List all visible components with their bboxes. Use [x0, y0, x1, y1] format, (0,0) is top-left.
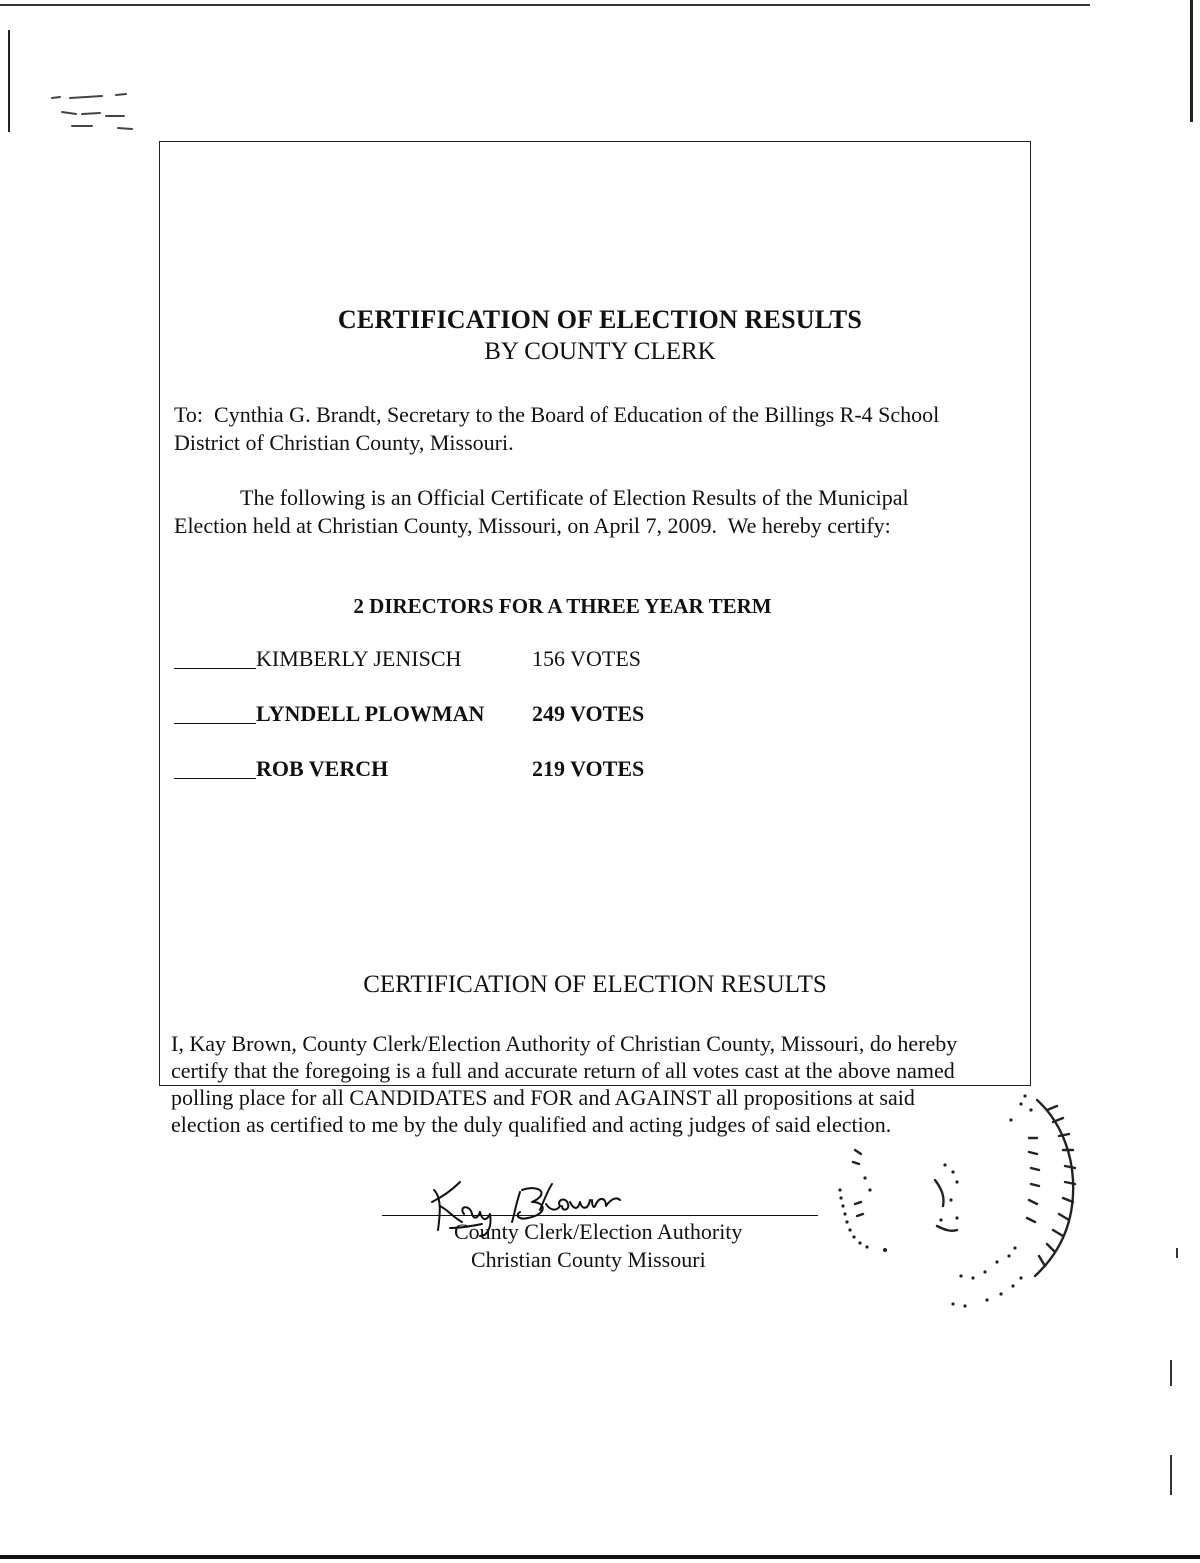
corner-scribble-marks	[40, 86, 140, 142]
candidate-votes: 156 VOTES	[532, 646, 641, 671]
certification-heading: CERTIFICATION OF ELECTION RESULTS	[363, 971, 827, 998]
race-title: 2 DIRECTORS FOR A THREE YEAR TERM	[353, 594, 772, 618]
checkmark-blank	[174, 668, 256, 669]
scan-edge-left	[8, 30, 10, 132]
scan-speck	[1176, 1248, 1178, 1258]
checkmark-blank	[174, 723, 256, 724]
certification-line: election as certified to me by the duly qualified and acting judges of said election.	[171, 1112, 892, 1137]
page-subtitle: BY COUNTY CLERK	[484, 338, 716, 365]
certification-line: I, Kay Brown, County Clerk/Election Authority of Christian County, Missouri, do hereby	[171, 1031, 958, 1056]
scan-speck	[1170, 1455, 1172, 1495]
signature-line	[382, 1215, 818, 1216]
candidate-name: KIMBERLY JENISCH	[256, 646, 462, 671]
scan-edge-top	[0, 4, 1090, 6]
certification-line: polling place for all CANDIDATES and FOR and AGAINST all propositions at said	[171, 1085, 915, 1110]
candidate-votes: 219 VOTES	[532, 756, 645, 781]
page-title: CERTIFICATION OF ELECTION RESULTS	[337, 305, 863, 334]
embossed-county-seal	[825, 1080, 1095, 1320]
intro-line: The following is an Official Certificate of Election Results of the Municipal	[240, 485, 909, 510]
intro-paragraph	[174, 484, 1024, 540]
scan-edge-bottom	[0, 1555, 1200, 1559]
checkmark-blank	[174, 778, 256, 779]
candidate-name: LYNDELL PLOWMAN	[256, 701, 485, 726]
scan-speck	[1170, 1360, 1172, 1386]
certification-line: certify that the foregoing is a full and accurate return of all votes cast at the above named	[171, 1058, 955, 1083]
candidate-votes: 249 VOTES	[532, 701, 645, 726]
addressee-block	[174, 401, 1024, 457]
addressee-line: District of Christian County, Missouri.	[174, 430, 514, 455]
signature-county: Christian County Missouri	[471, 1247, 706, 1272]
signature-title: County Clerk/Election Authority	[454, 1219, 743, 1244]
intro-line: Election held at Christian County, Missouri, on April 7, 2009. We hereby certify:	[174, 513, 891, 538]
scan-edge-right	[1190, 0, 1193, 122]
candidate-name: ROB VERCH	[256, 756, 389, 781]
addressee-line: To: Cynthia G. Brandt, Secretary to the Board of Education of the Billings R-4 School	[174, 402, 940, 427]
